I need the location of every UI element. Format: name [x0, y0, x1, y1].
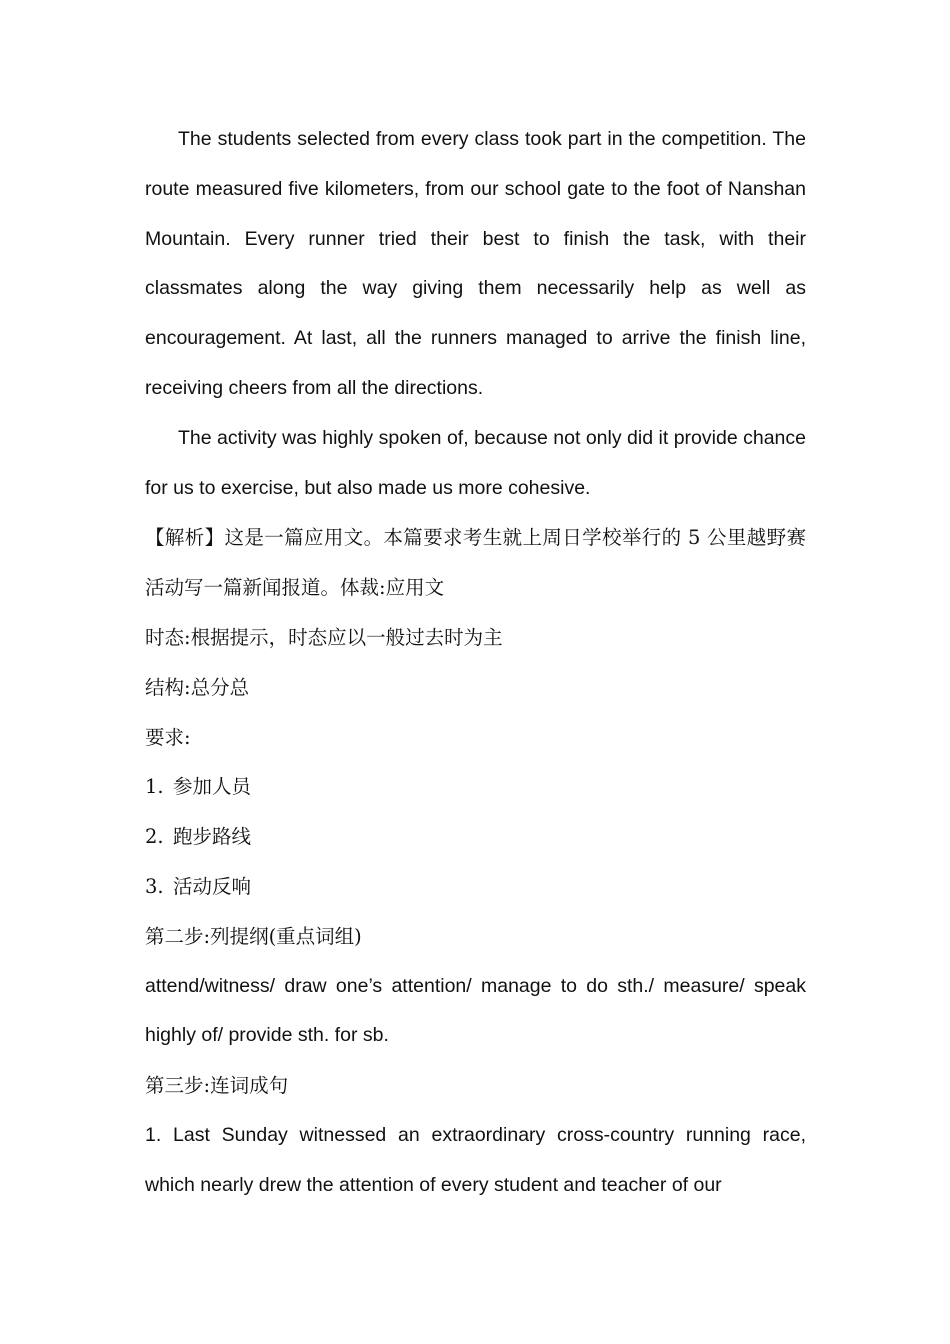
step3-title: 第三步:连词成句 [145, 1074, 289, 1098]
step3-sentence-1: 1. Last Sunday witnessed an extraordinary cross-country running race, which nearly drew the attention of every student and teacher of our [145, 1123, 806, 1196]
essay-paragraph-2: The activity was highly spoken of, because not only did it provide chance for us to exercise, but also made us more cohesive. [145, 426, 806, 499]
requirements-label: 要求: [145, 725, 191, 749]
requirement-text: 参加人员 [173, 775, 252, 799]
requirement-item-3 [145, 862, 806, 912]
document-page [145, 115, 806, 1211]
requirement-item-1 [145, 762, 806, 812]
step2-phrases: attend/witness/ draw one’s attention/ manage to do sth./ measure/ speak highly of/ provide sth. for sb. [145, 974, 806, 1047]
requirement-text: 活动反响 [173, 874, 252, 898]
requirement-text: 跑步路线 [173, 825, 252, 849]
analysis-tense: 时态:根据提示，时态应以一般过去时为主 [145, 625, 503, 649]
requirement-number: 1. [145, 775, 164, 799]
analysis-intro: 【解析】这是一篇应用文。本篇要求考生就上周日学校举行的 5 公里越野赛活动写一篇新闻报道。体裁:应用文 [145, 526, 806, 600]
requirement-item-2 [145, 812, 806, 862]
requirement-number: 3. [145, 874, 164, 898]
analysis-structure: 结构:总分总 [145, 675, 250, 699]
step2-title: 第二步:列提纲(重点词组) [145, 924, 362, 948]
essay-paragraph-1: The students selected from every class took part in the competition. The route measured five kilometers, from our school gate to the foot of Nanshan Mountain. Every runner tried their best to finish the task, with their classmates along the way giving them necessarily help as well as encouragement. At last, all the runners managed to arrive the finish line, receiving cheers from all the directions. [145, 128, 806, 399]
requirement-number: 2. [145, 825, 164, 849]
